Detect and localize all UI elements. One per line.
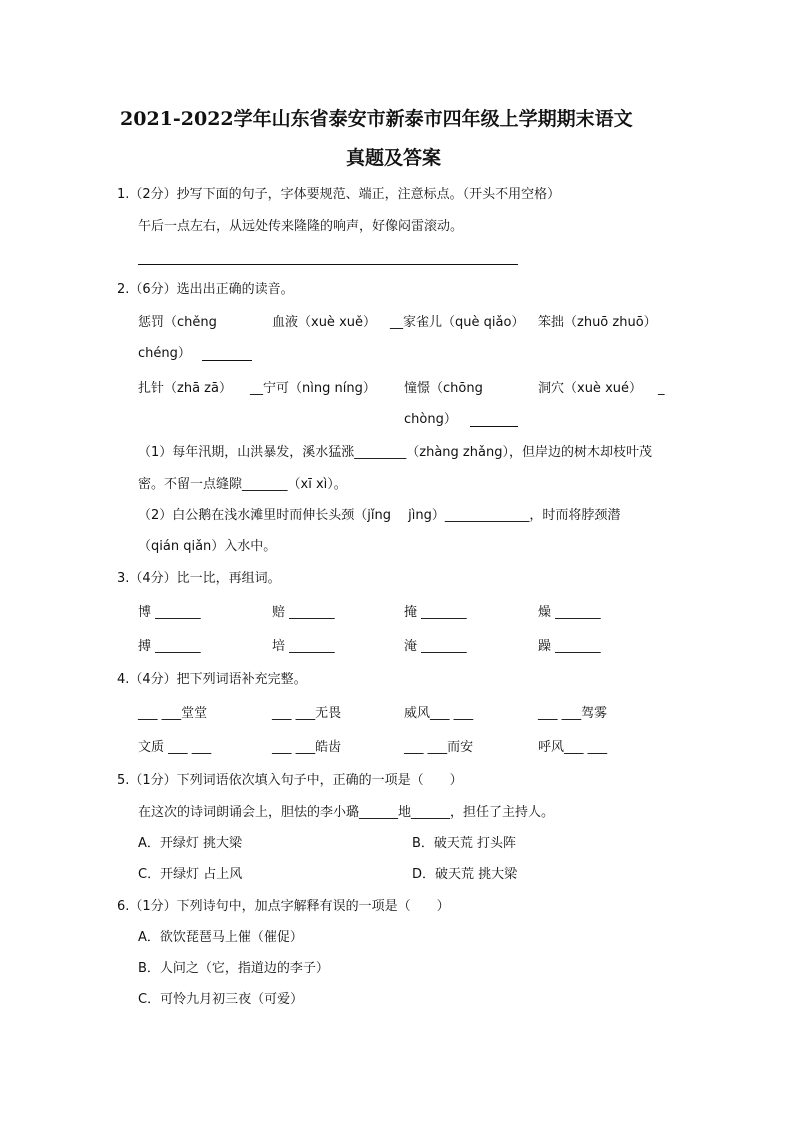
q5-option-d: D．破天荒 挑大梁: [412, 867, 518, 882]
q3-row2-item1: 搏 _______: [138, 639, 201, 654]
q3-row2-item4: 躁 _______: [538, 639, 601, 654]
q2-sentence2-b: （qián qiǎn）入水中。: [138, 539, 277, 554]
q4-row1-item1: ___ ___堂堂: [138, 706, 208, 721]
q6-heading: 6.（1分）下列诗句中，加点字解释有误的一项是（ ）: [117, 899, 450, 914]
page-title-line1: 2021-2022学年山东省泰安市新泰市四年级上学期期末语文: [120, 108, 633, 130]
q3-row2-item2: 培 _______: [272, 639, 335, 654]
q1-sentence: 午后一点左右，从远处传来隆隆的响声，好像闷雷滚动。: [138, 219, 464, 234]
q4-heading: 4.（4分）把下列词语补充完整。: [117, 672, 307, 687]
q2-row2-item3: 憧憬（chōng: [404, 381, 483, 396]
q3-row2-item3: 淹 _______: [404, 639, 467, 654]
q2-row1-item2: 血液（xuè xuě）: [272, 315, 376, 330]
q2-blank-2: [470, 426, 518, 427]
q2-row1-item1: 惩罚（chěng: [138, 315, 217, 330]
q4-row1-item2: ___ ___无畏: [272, 706, 342, 721]
q4-row1-item3: 威风___ ___: [404, 706, 474, 721]
q5-option-a: A．开绿灯 挑大梁: [138, 836, 243, 851]
q2-row1-item3: __家雀儿（què qiǎo）: [390, 315, 525, 330]
q3-row1-item4: 燥 _______: [538, 605, 601, 620]
q5-option-c: C．开绿灯 占上风: [138, 867, 243, 882]
q4-row2-item1: 文质 ___ ___: [138, 740, 212, 755]
q1-heading: 1.（2分）抄写下面的句子，字体要规范、端正，注意标点。（开头不用空格）: [117, 187, 561, 202]
q2-row2-item1: 扎针（zhā zā）: [138, 381, 232, 396]
q2-heading: 2.（6分）选出出正确的读音。: [117, 282, 294, 297]
q4-row2-item2: ___ ___皓齿: [272, 740, 342, 755]
q4-row2-item3: ___ ___而安: [404, 740, 474, 755]
q3-row1-item3: 掩 _______: [404, 605, 467, 620]
q6-option-a: A．欲饮琵琶马上催（催促）: [138, 930, 303, 945]
q5-sentence: 在这次的诗词朗诵会上，胆怯的李小璐______地______，担任了主持人。: [138, 805, 555, 820]
q2-row2-item5: _: [658, 381, 665, 396]
q2-row1-item4: 笨拙（zhuō zhuō）: [538, 315, 657, 330]
q2-row1-wrap: chéng）: [138, 346, 191, 361]
q2-sentence2-a: （2）白公鹅在浅水滩里时而伸长头颈（jǐng jìng）_____________，时而将脖颈潜: [138, 508, 621, 523]
q2-blank-1: [202, 360, 252, 361]
q2-row2-item2: __宁可（nìng níng）: [250, 381, 376, 396]
q5-heading: 5.（1分）下列词语依次填入句子中，正确的一项是（ ）: [117, 773, 463, 788]
q2-sentence1-a: （1）每年汛期，山洪暴发，溪水猛涨________（zhàng zhǎng），但岸边的树木却枝叶茂: [138, 445, 652, 460]
q5-option-b: B．破天荒 打头阵: [412, 836, 517, 851]
q3-row1-item1: 博 _______: [138, 605, 201, 620]
q2-row2-wrap: chòng）: [404, 412, 457, 427]
q1-answer-line: [138, 264, 518, 265]
q6-option-c: C．可怜九月初三夜（可爱）: [138, 992, 304, 1007]
q2-sentence1-b: 密。不留一点缝隙_______（xī xì）。: [138, 477, 347, 492]
q4-row1-item4: ___ ___驾雾: [538, 706, 608, 721]
q6-option-b: B．人问之（它，指道边的李子）: [138, 961, 329, 976]
page-title-line2: 真题及答案: [346, 147, 442, 169]
q4-row2-item4: 呼风___ ___: [538, 740, 608, 755]
q3-heading: 3.（4分）比一比，再组词。: [117, 571, 281, 586]
q3-row1-item2: 赔 _______: [272, 605, 335, 620]
q2-row2-item4: 洞穴（xuè xué）: [538, 381, 642, 396]
